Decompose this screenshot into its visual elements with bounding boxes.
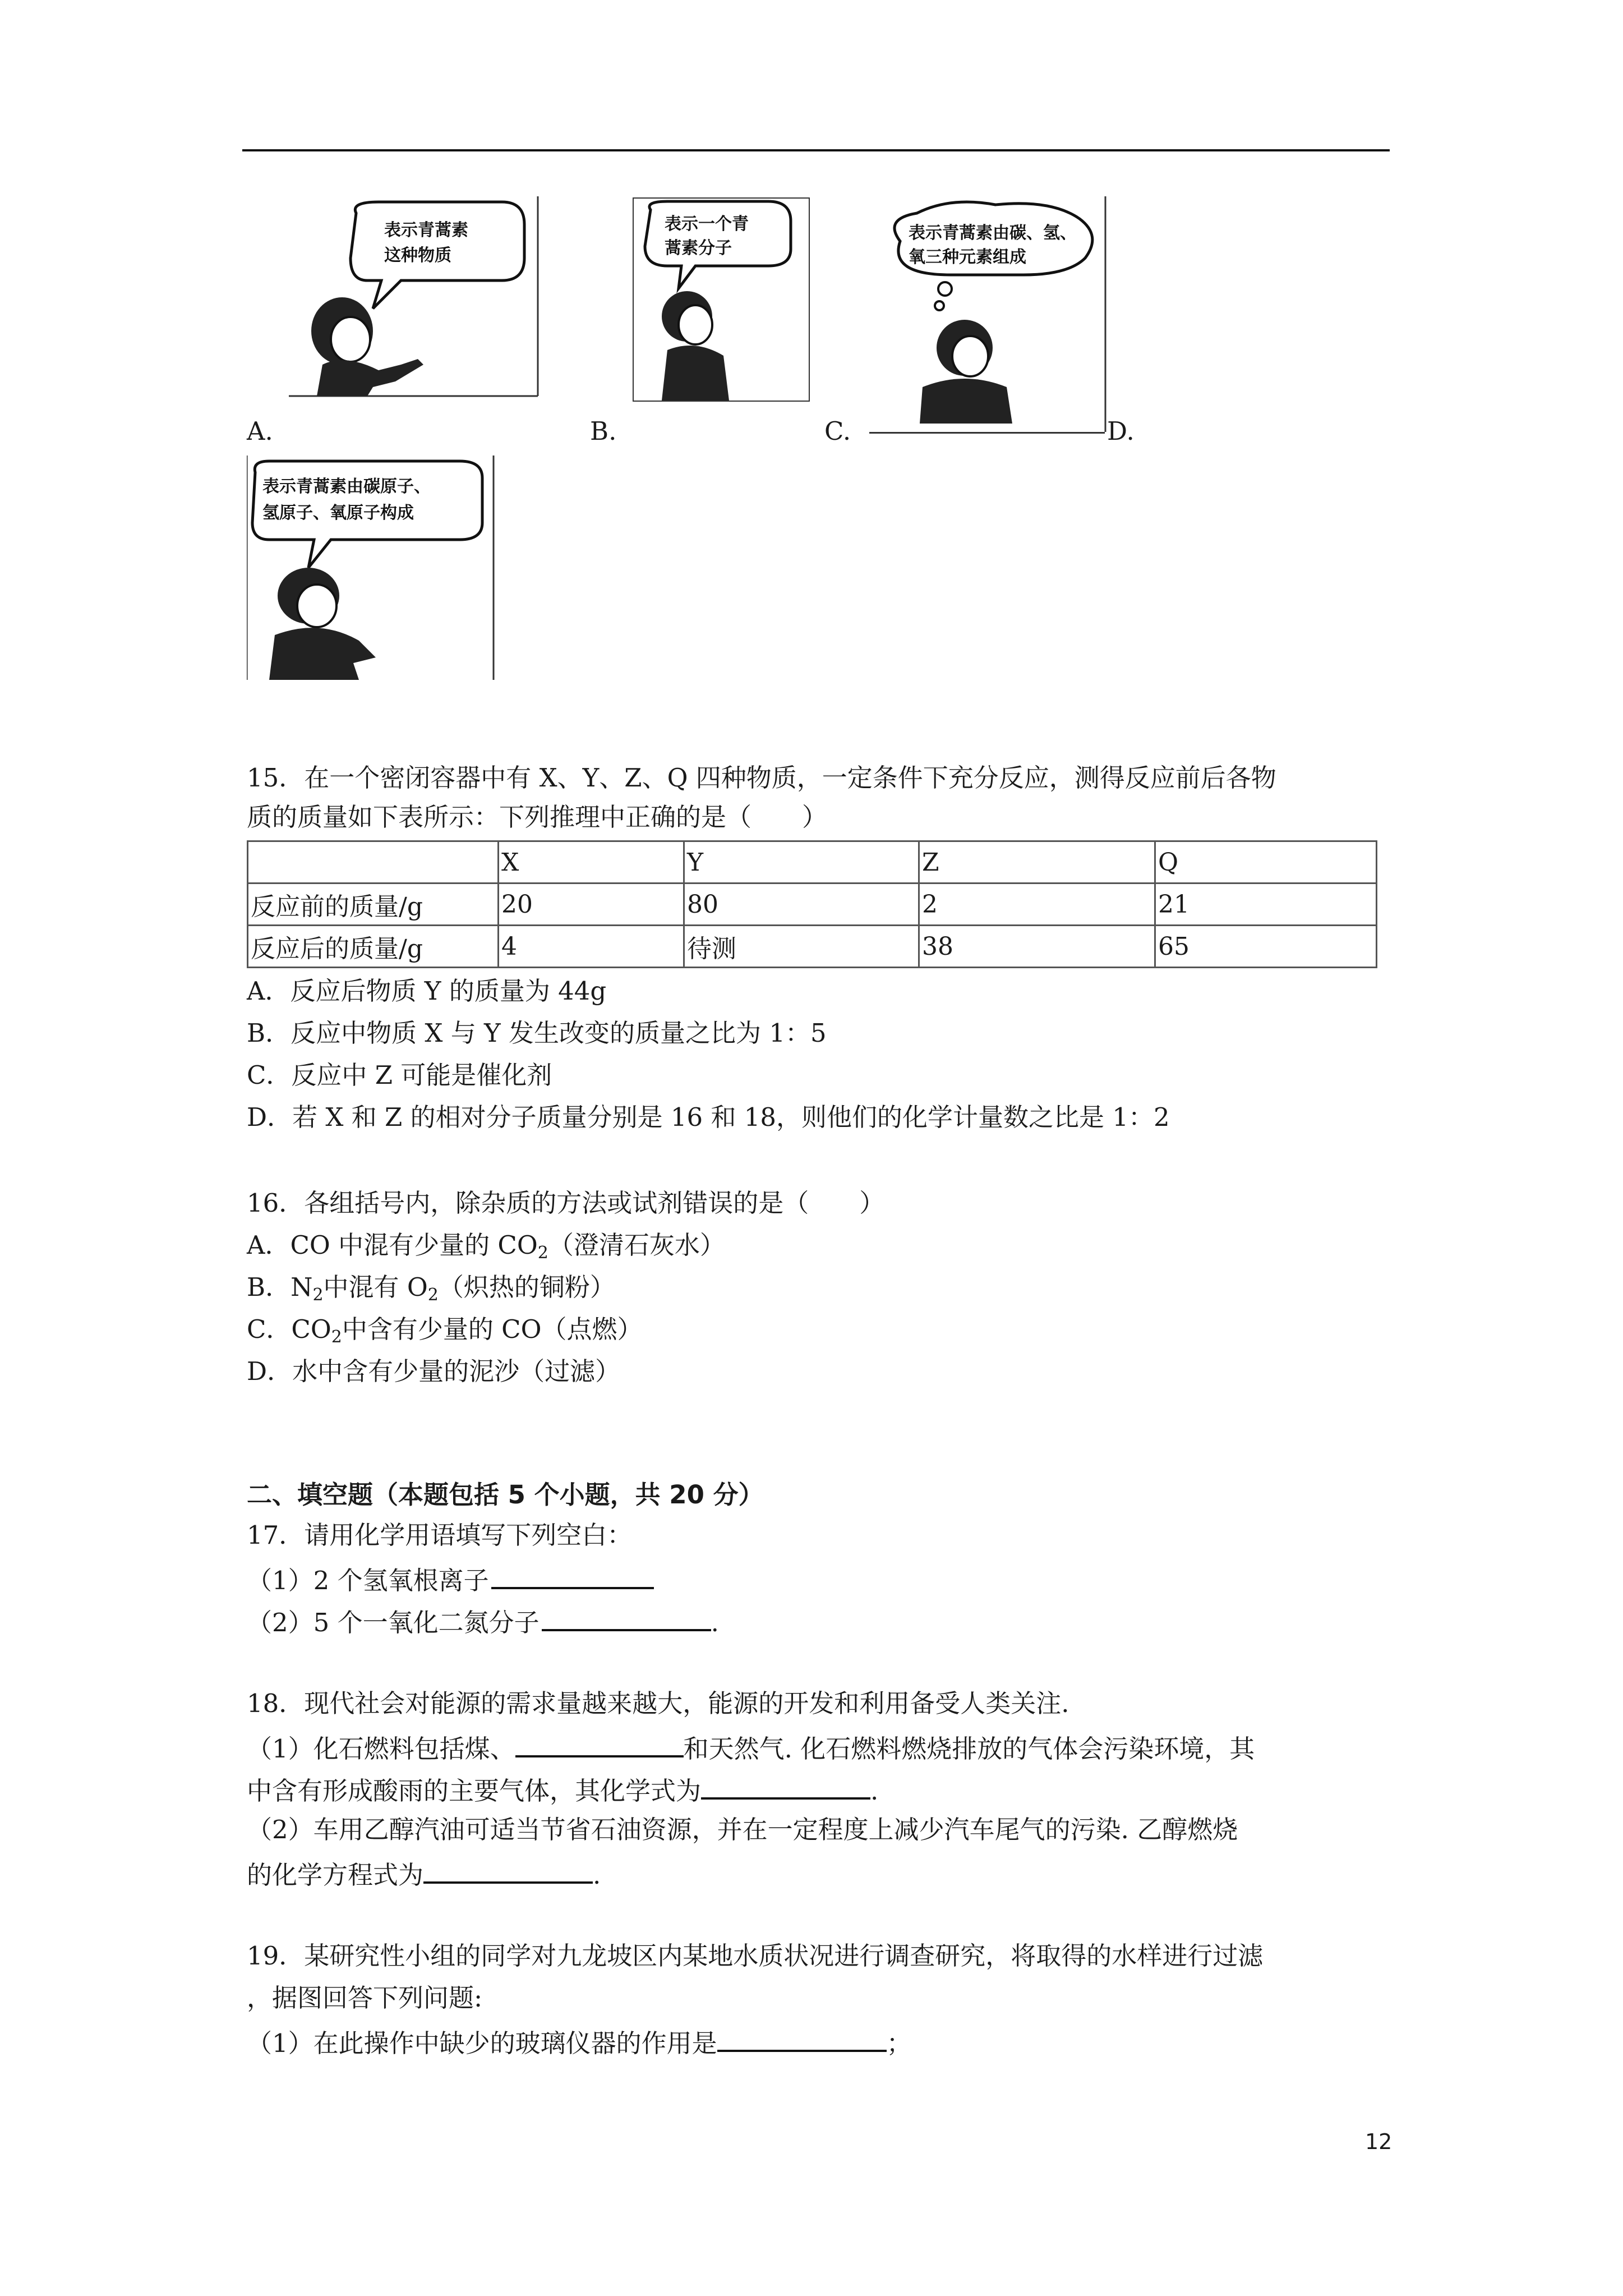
q16-option-c-subscript: 2 (331, 1327, 342, 1347)
q17-part-2-end: . (711, 1608, 719, 1637)
q17-part-1-text: （1）2 个氢氧根离子 (247, 1566, 489, 1595)
table-header-row (248, 841, 1377, 884)
table-row (248, 884, 1377, 926)
answer-blank[interactable] (423, 1857, 593, 1884)
cartoon-a-bubble-line-1: 表示青蒿素 (384, 220, 468, 240)
header-rule (242, 149, 1390, 151)
q15-option-b: B．反应中物质 X 与 Y 发生改变的质量之比为 1：5 (247, 1018, 827, 1048)
q18-part-1-end: . (870, 1776, 879, 1806)
q19-part-1-end: ； (886, 2028, 912, 2058)
q16-option-b-method: （炽热的铜粉） (438, 1272, 615, 1302)
q17-stem: 17．请用化学用语填写下列空白： (247, 1520, 633, 1550)
cartoon-b-bubble-line-2: 蒿素分子 (665, 238, 732, 258)
cartoon-d-drawing (247, 455, 495, 680)
q16-option-b-mid: 中混有 O (323, 1272, 428, 1302)
cartoon-d-bubble-line-1: 表示青蒿素由碳原子、 (262, 477, 431, 496)
cartoon-a-drawing (289, 196, 539, 397)
q18-part-2-text-b: 的化学方程式为 (247, 1860, 424, 1890)
q16-option-b (247, 1272, 615, 1303)
q18-part-1-text-a: （1）化石燃料包括煤、 (247, 1734, 515, 1764)
table-cell: Z (919, 841, 1155, 884)
q18-part-1-text-b: 和天然气. 化石燃料燃烧排放的气体会污染环境，其 (683, 1734, 1255, 1764)
q16-option-a-method: （澄清石灰水） (548, 1230, 725, 1260)
q18-part-1-text-c: 中含有形成酸雨的主要气体，其化学式为 (247, 1776, 702, 1806)
q17-part-1 (247, 1562, 654, 1596)
option-letter-a: A. (247, 416, 273, 446)
q16-option-c (247, 1314, 643, 1345)
table-cell: 20 (499, 884, 684, 926)
q19-part-1-text: （1）在此操作中缺少的玻璃仪器的作用是 (247, 2028, 717, 2058)
q18-part-2-line-1: （2）车用乙醇汽油可适当节省石油资源，并在一定程度上减少汽车尾气的污染. 乙醇燃烧 (247, 1815, 1238, 1844)
table-cell: 38 (919, 926, 1155, 968)
cartoon-d (247, 455, 495, 680)
q16-option-c-method: 中含有少量的 CO（点燃） (342, 1314, 643, 1344)
table-cell: 80 (684, 884, 919, 926)
answer-blank[interactable] (717, 2025, 887, 2052)
section-2-heading: 二、填空题（本题包括 5 个小题，共 20 分） (247, 1480, 764, 1510)
option-letter-c: C. (824, 416, 851, 446)
q18-part-2-line-2 (247, 1857, 601, 1890)
q15-mass-table (247, 840, 1377, 968)
table-cell: Y (684, 841, 919, 884)
table-cell: 4 (499, 926, 684, 968)
cartoon-a-bubble-line-2: 这种物质 (384, 246, 451, 265)
answer-blank[interactable] (491, 1562, 654, 1589)
q17-part-2-text: （2）5 个一氧化二氮分子 (247, 1608, 540, 1637)
cartoon-c-drawing (866, 196, 1106, 432)
q15-option-a: A．反应后物质 Y 的质量为 44g (247, 976, 607, 1006)
q17-part-2 (247, 1604, 719, 1638)
cartoon-c-baseline (869, 432, 1105, 434)
q18-part-2-end: . (593, 1860, 601, 1890)
q19-stem-line-2: ，据图回答下列问题: (247, 1983, 483, 2013)
q16-option-b-subscript-2: 2 (427, 1285, 439, 1305)
q16-option-c-text: C．CO (247, 1314, 331, 1344)
table-cell: 待测 (684, 926, 919, 968)
table-cell (248, 841, 499, 884)
cartoon-b (633, 197, 810, 402)
table-cell: 反应后的质量/g (248, 926, 499, 968)
cartoon-b-drawing (634, 199, 809, 401)
q16-option-a (247, 1230, 725, 1263)
q18-part-1-line-1 (247, 1731, 1255, 1764)
table-cell: 21 (1155, 884, 1377, 926)
table-cell: Q (1155, 841, 1377, 884)
q16-option-b-subscript-1: 2 (312, 1285, 324, 1305)
answer-blank[interactable] (515, 1731, 684, 1757)
cartoon-c (866, 196, 1106, 432)
q16-stem: 16．各组括号内，除杂质的方法或试剂错误的是（ ） (247, 1188, 885, 1218)
q16-option-a-text: A．CO 中混有少量的 CO (247, 1230, 538, 1260)
cartoon-b-bubble-line-1: 表示一个青 (665, 214, 749, 234)
table-row (248, 926, 1377, 968)
cartoon-a (289, 196, 539, 397)
q18-part-1-line-2 (247, 1773, 878, 1806)
table-cell: X (499, 841, 684, 884)
q19-part-1 (247, 2025, 912, 2059)
page-number: 12 (1365, 2129, 1393, 2154)
q16-option-d: D．水中含有少量的泥沙（过滤） (247, 1356, 621, 1386)
answer-blank[interactable] (542, 1604, 711, 1631)
table-cell: 2 (919, 884, 1155, 926)
cartoon-c-bubble-line-2: 氧三种元素组成 (909, 247, 1026, 267)
table-cell: 65 (1155, 926, 1377, 968)
answer-blank[interactable] (701, 1773, 870, 1800)
option-letter-d: D. (1107, 416, 1135, 446)
q19-stem-line-1: 19．某研究性小组的同学对九龙坡区内某地水质状况进行调查研究，将取得的水样进行过滤 (247, 1941, 1264, 1971)
q15-option-c: C．反应中 Z 可能是催化剂 (247, 1060, 552, 1090)
cartoon-d-bubble-line-2: 氢原子、氧原子构成 (262, 503, 414, 523)
option-letter-b: B. (590, 416, 617, 446)
q15-option-d: D．若 X 和 Z 的相对分子质量分别是 16 和 18，则他们的化学计量数之比是 1：2 (247, 1102, 1170, 1132)
q18-stem: 18．现代社会对能源的需求量越来越大，能源的开发和利用备受人类关注. (247, 1688, 1069, 1718)
cartoon-c-bubble-line-1: 表示青蒿素由碳、氢、 (909, 223, 1077, 243)
q16-option-a-subscript: 2 (537, 1243, 548, 1263)
q16-option-b-text: B．N (247, 1272, 313, 1302)
q15-stem-line-1: 15．在一个密闭容器中有 X、Y、Z、Q 四种物质，一定条件下充分反应，测得反应前后各物 (247, 763, 1276, 793)
table-cell: 反应前的质量/g (248, 884, 499, 926)
q15-stem-line-2: 质的质量如下表所示：下列推理中正确的是（ ） (247, 802, 828, 832)
